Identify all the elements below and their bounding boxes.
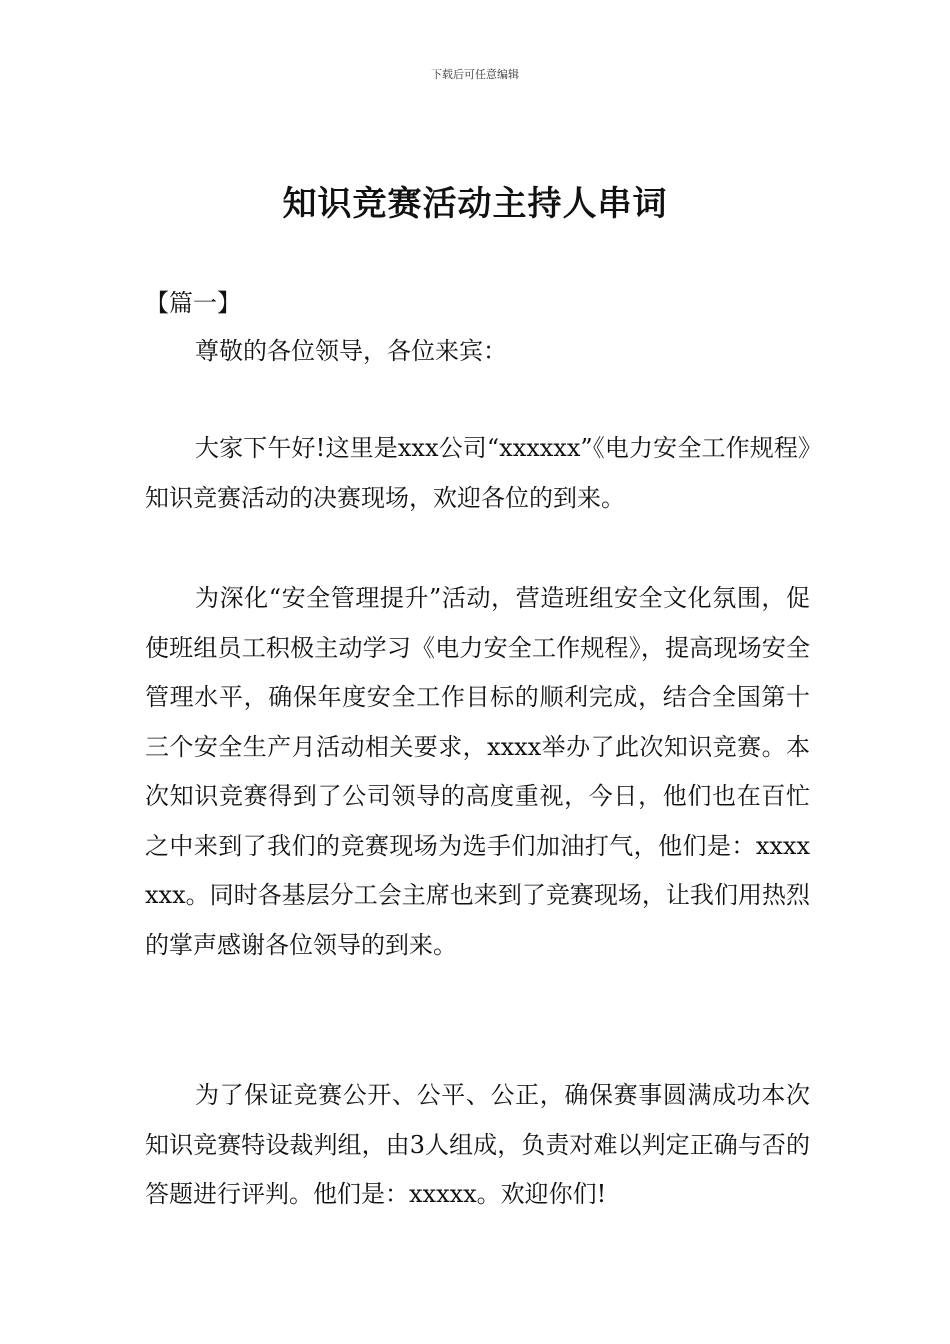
paragraph-background: 为深化“安全管理提升”活动，营造班组安全文化氛围，促使班组员工积极主动学习《电力安全工作规程》，提高现场安全管理水平，确保年度安全工作目标的顺利完成，结合全国第十三个安全生产月活动相关要求，xxxx举办了此次知识竞赛。本次知识竞赛得到了公司领导的高度重视，今日，他们也在百忙之中来到了我们的竞赛现场为选手们加油打气，他们是：xxxxxxx。同时各基层分工会主席也来到了竞赛现场，让我们用热烈的掌声感谢各位领导的到来。 <box>145 584 810 959</box>
header-note: 下载后可任意编辑 <box>431 68 519 81</box>
section-label: 【篇一】 <box>145 289 241 317</box>
paragraph-greeting: 尊敬的各位领导，各位来宾： <box>195 337 507 365</box>
document-title: 知识竞赛活动主持人串词 <box>282 184 668 224</box>
paragraph-welcome: 大家下午好!这里是xxx公司“xxxxxx”《电力安全工作规程》知识竞赛活动的决赛现场，欢迎各位的到来。 <box>145 434 810 512</box>
paragraph-judges: 为了保证竞赛公开、公平、公正，确保赛事圆满成功本次知识竞赛特设裁判组，由3人组成，负责对难以判定正确与否的答题进行评判。他们是：xxxxx。欢迎你们! <box>145 1081 810 1208</box>
